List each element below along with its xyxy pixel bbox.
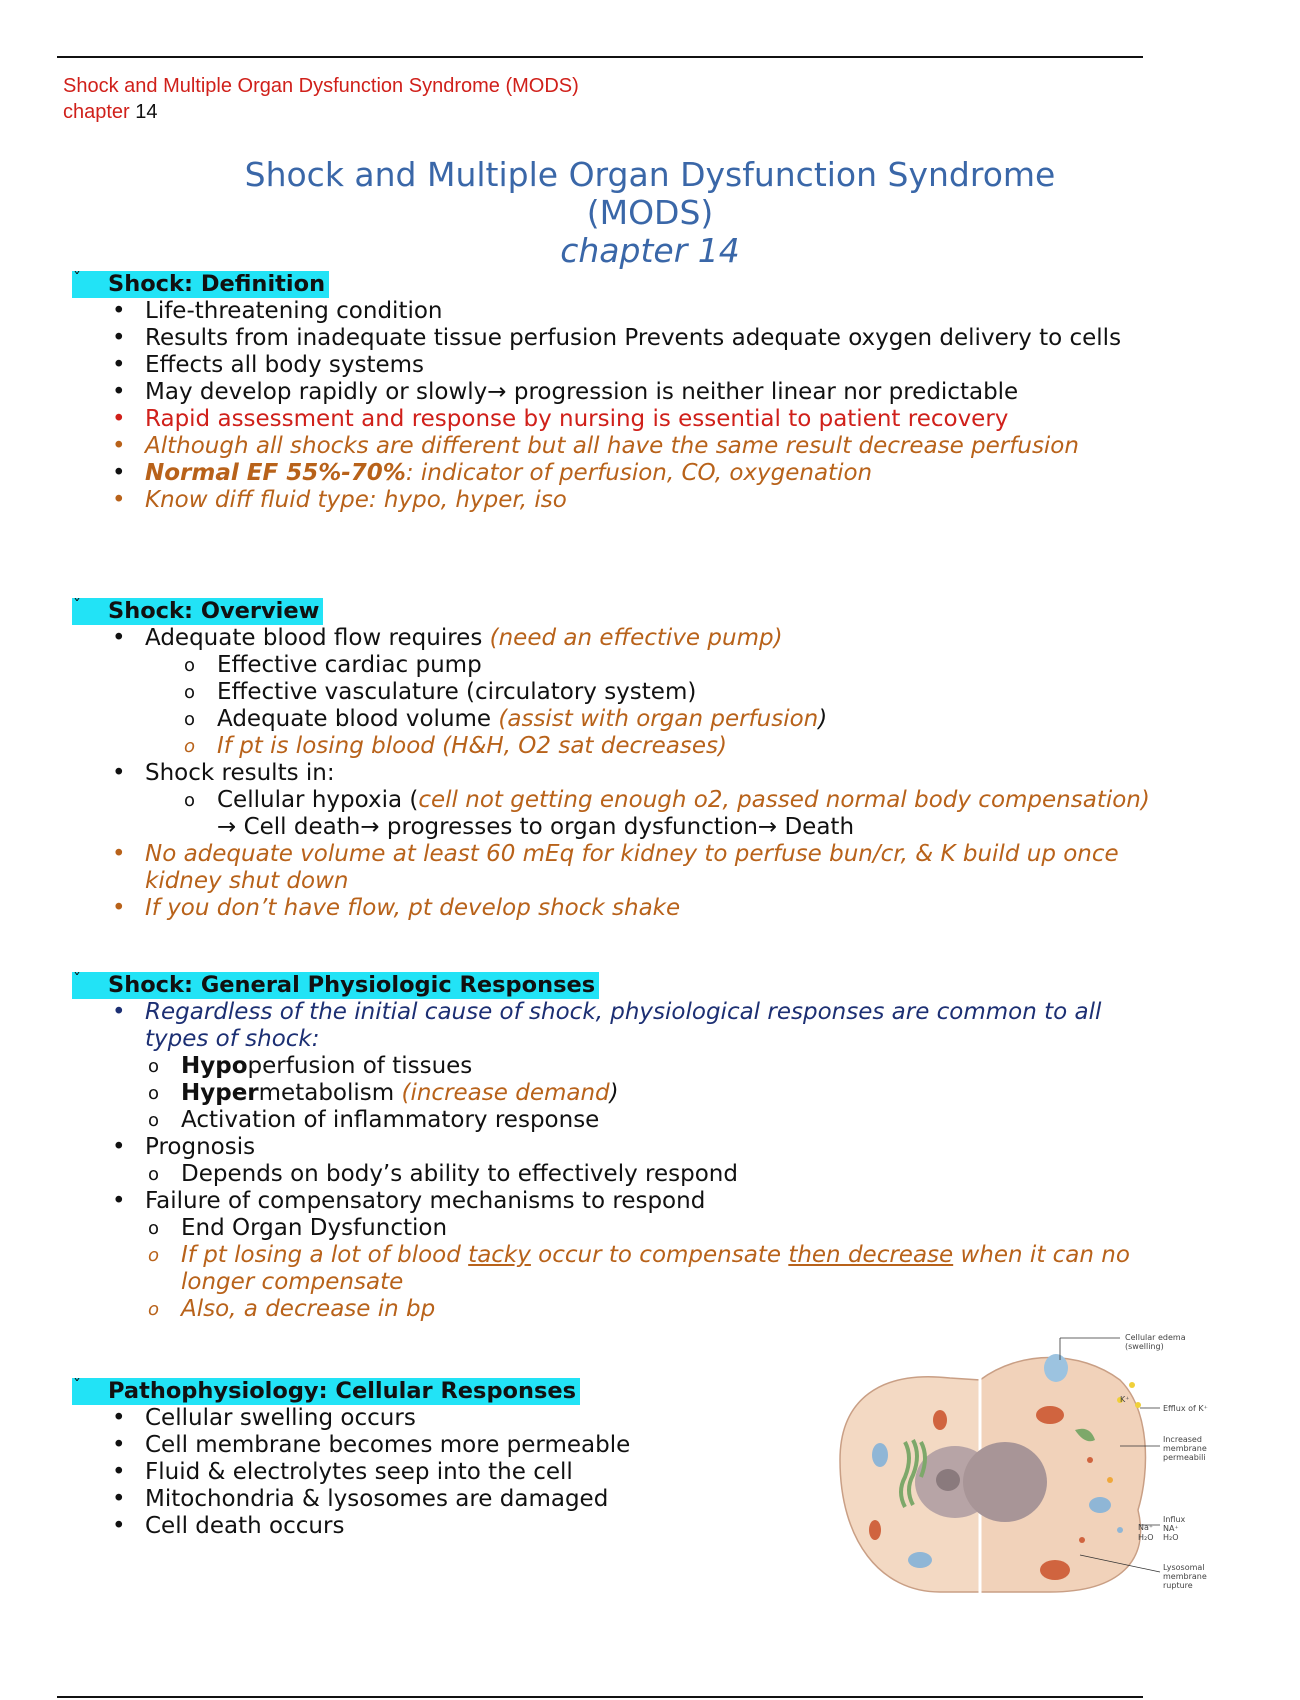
label-perm-1: Increased — [1163, 1435, 1202, 1444]
label-perm-2: membrane — [1163, 1444, 1207, 1453]
header-chapter-word: chapter — [63, 101, 130, 123]
label-h2o: H₂O — [1138, 1533, 1154, 1542]
check-icon: ˇ — [73, 970, 81, 989]
cell-illustration — [840, 1354, 1145, 1600]
label-influx-1: Influx — [1163, 1515, 1186, 1524]
header-chapter-num: 14 — [135, 101, 158, 123]
list-item: o If pt losing a lot of blood tacky occur to compensate then decrease when it can no longer compensate — [72, 1242, 1152, 1296]
section-heading: ˇ Pathophysiology: Cellular Responses — [72, 1378, 580, 1405]
list-item: • Rapid assessment and response by nursing is essential to patient recovery — [72, 406, 1152, 433]
list-item: o Cellular hypoxia (cell not getting enough o2, passed normal body compensation) → Cell death→ progresses to organ dysfunction→ Death — [72, 787, 1152, 841]
document-title — [0, 156, 1300, 270]
list-item: • Results from inadequate tissue perfusion Prevents adequate oxygen delivery to cells — [72, 325, 1152, 352]
bullet-list — [72, 999, 1152, 1323]
label-efflux: Efflux of K⁺ — [1163, 1404, 1208, 1413]
list-item: o Also, a decrease in bp — [72, 1296, 1152, 1323]
list-item: o End Organ Dysfunction — [72, 1215, 1152, 1242]
section-overview — [72, 598, 1152, 922]
label-perm-3: permeabili — [1163, 1453, 1206, 1462]
list-item: • Adequate blood flow requires (need an effective pump) — [72, 625, 1152, 652]
label-lyso-3: rupture — [1163, 1581, 1193, 1590]
list-item: • No adequate volume at least 60 mEq for kidney to perfuse bun/cr, & K build up once kidney shut down — [72, 841, 1152, 895]
list-item: • Fluid & electrolytes seep into the cell — [72, 1459, 1152, 1486]
list-item: • May develop rapidly or slowly→ progression is neither linear nor predictable — [72, 379, 1152, 406]
label-influx-3: H₂O — [1163, 1533, 1179, 1542]
list-item: • Normal EF 55%-70%: indicator of perfusion, CO, oxygenation — [72, 460, 1152, 487]
title-line-1: Shock and Multiple Organ Dysfunction Syndrome — [244, 155, 1056, 194]
list-item: • Failure of compensatory mechanisms to respond — [72, 1188, 1152, 1215]
list-item: o Hypoperfusion of tissues — [72, 1053, 1152, 1080]
label-edema-1: Cellular edema — [1125, 1333, 1186, 1342]
label-k: K⁺ — [1120, 1395, 1130, 1404]
list-item: • Although all shocks are different but all have the same result decrease perfusion — [72, 433, 1152, 460]
check-icon: ˇ — [73, 269, 81, 288]
list-item: • Prognosis — [72, 1134, 1152, 1161]
list-item: • Mitochondria & lysosomes are damaged — [72, 1486, 1152, 1513]
list-item: o Effective cardiac pump — [72, 652, 1152, 679]
section-heading: ˇ Shock: General Physiologic Responses — [72, 972, 599, 999]
list-item: • Know diff fluid type: hypo, hyper, iso — [72, 487, 1152, 514]
list-item: • Cellular swelling occurs — [72, 1405, 1152, 1432]
label-influx-2: NA⁺ — [1163, 1524, 1179, 1533]
list-item: o Activation of inflammatory response — [72, 1107, 1152, 1134]
label-lyso-1: Lysosomal — [1163, 1563, 1205, 1572]
list-item: o If pt is losing blood (H&H, O2 sat decreases) — [72, 733, 1152, 760]
check-icon: ˇ — [73, 596, 81, 615]
header-title: Shock and Multiple Organ Dysfunction Syndrome (MODS) — [63, 75, 579, 97]
title-line-2: (MODS) — [586, 193, 714, 232]
bullet-list — [72, 298, 1152, 514]
top-rule — [57, 56, 1143, 58]
bullet-list — [72, 625, 1152, 922]
bottom-rule — [57, 1696, 1143, 1698]
running-header — [63, 73, 579, 125]
label-lyso-2: membrane — [1163, 1572, 1207, 1581]
list-item: • Effects all body systems — [72, 352, 1152, 379]
list-item: o Adequate blood volume (assist with organ perfusion) — [72, 706, 1152, 733]
section-heading: ˇ Shock: Definition — [72, 271, 329, 298]
list-item: • Life-threatening condition — [72, 298, 1152, 325]
list-item: • Cell membrane becomes more permeable — [72, 1432, 1152, 1459]
title-line-3: chapter 14 — [560, 231, 740, 270]
section-definition — [72, 271, 1152, 514]
list-item: o Effective vasculature (circulatory system) — [72, 679, 1152, 706]
label-edema-2: (swelling) — [1125, 1342, 1164, 1351]
cell-injury-figure — [820, 1330, 1208, 1610]
list-item: • Shock results in: — [72, 760, 1152, 787]
list-item: • If you don’t have flow, pt develop shock shake — [72, 895, 1152, 922]
list-item: • Cell death occurs — [72, 1513, 1152, 1540]
section-heading: ˇ Shock: Overview — [72, 598, 323, 625]
section-physiologic-responses — [72, 972, 1152, 1323]
check-icon: ˇ — [73, 1376, 81, 1395]
list-item: o Hypermetabolism (increase demand) — [72, 1080, 1152, 1107]
list-item: • Regardless of the initial cause of shock, physiological responses are common to all types of shock: — [72, 999, 1152, 1053]
label-na: Na⁺ — [1138, 1523, 1154, 1532]
list-item: o Depends on body’s ability to effectively respond — [72, 1161, 1152, 1188]
